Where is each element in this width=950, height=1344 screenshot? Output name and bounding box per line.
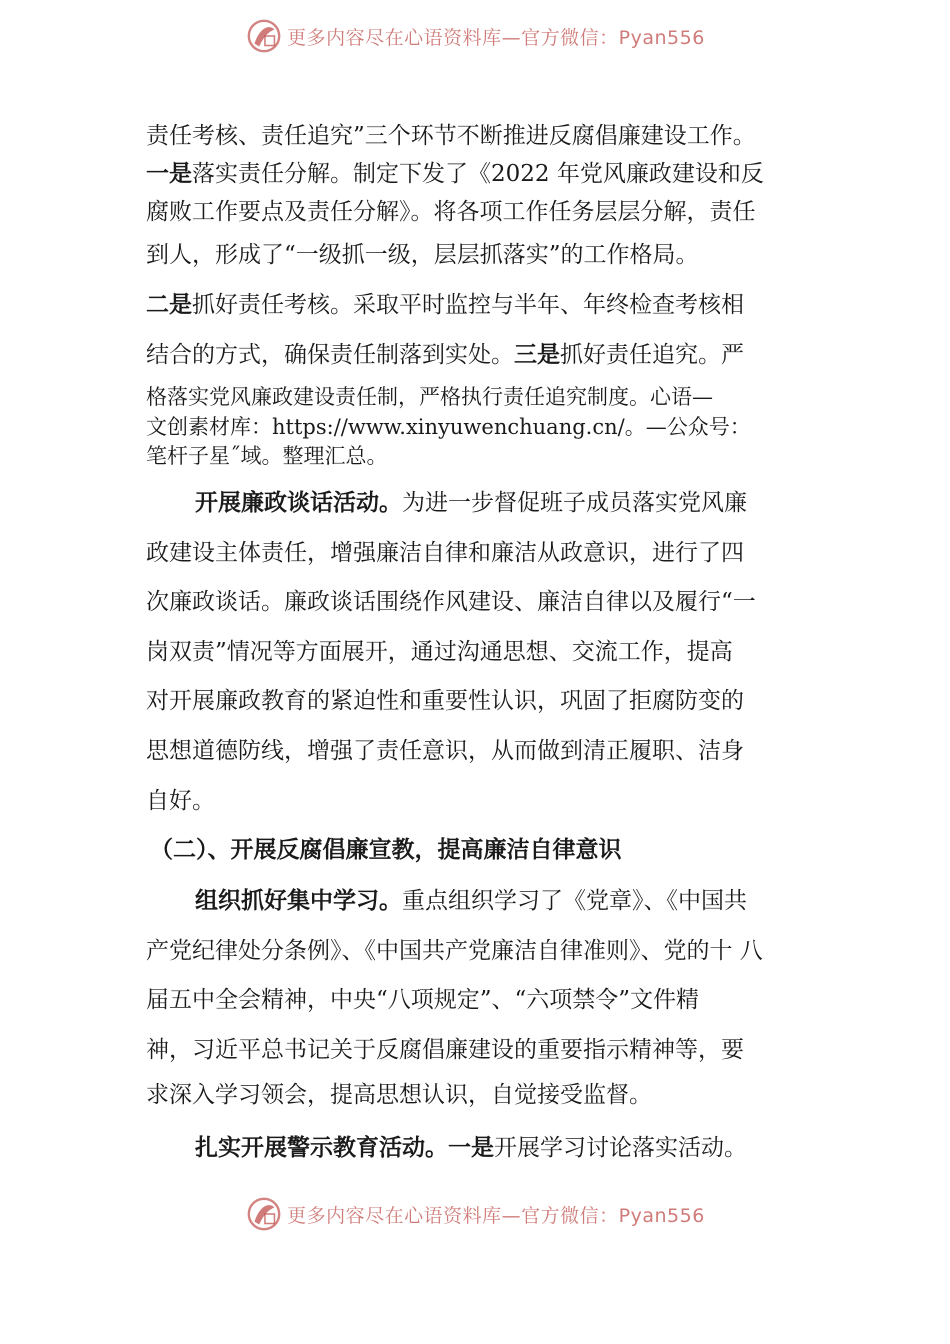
paragraph-line: 格落实党风廉政建设责任制，严格执行责任追究制度。心语— (146, 385, 713, 409)
paragraph-line: 产党纪律处分条例》、《中国共产党廉洁自律准则》、党的十 八 (146, 938, 763, 964)
paragraph-line: 责任考核、责任追究”三个环节不断推进反腐倡廉建设工作。 (146, 123, 756, 149)
paragraph-line: 扎实开展警示教育活动。一是开展学习讨论落实活动。 (195, 1135, 747, 1161)
paragraph-line: 笔杆子星˝域。整理汇总。 (146, 444, 388, 468)
section-heading: （二）、开展反腐倡廉宣教，提高廉洁自律意识 (150, 837, 622, 863)
paragraph-line: 神，习近平总书记关于反腐倡廉建设的重要指示精神等，要 (146, 1037, 744, 1063)
paragraph-line: 到人，形成了“一级抓一级，层层抓落实”的工作格局。 (146, 242, 699, 268)
paragraph-line: 腐败工作要点及责任分解》。将各项工作任务层层分解，责任 (146, 199, 756, 225)
paragraph-line: 一是落实责任分解。制定下发了《2022 年党风廉政建设和反 (146, 161, 764, 187)
paragraph-line: 政建设主体责任，增强廉洁自律和廉洁从政意识，进行了四 (146, 540, 744, 566)
paragraph-line: 二是抓好责任考核。采取平时监控与半年、年终检查考核相 (146, 292, 744, 318)
paragraph-line: 对开展廉政教育的紧迫性和重要性认识，巩固了拒腐防变的 (146, 688, 744, 714)
brush-seal-logo-icon (245, 1195, 283, 1233)
paragraph-line: 开展廉政谈话活动。为进一步督促班子成员落实党风廉 (195, 490, 747, 516)
brush-seal-logo-icon (245, 17, 283, 55)
paragraph-line: 届五中全会精神，中央“八项规定”、“六项禁令”文件精 (146, 987, 700, 1013)
paragraph-line: 组织抓好集中学习。重点组织学习了《党章》、《中国共 (195, 888, 747, 914)
paragraph-line: 结合的方式，确保责任制落到实处。三是抓好责任追究。严 (146, 342, 744, 368)
paragraph-line: 思想道德防线，增强了责任意识，从而做到清正履职、洁身 (146, 738, 744, 764)
watermark-text: 更多内容尽在心语资料库—官方微信：Pyan556 (287, 1204, 705, 1227)
watermark-text: 更多内容尽在心语资料库—官方微信：Pyan556 (287, 26, 705, 49)
paragraph-line: 次廉政谈话。廉政谈话围绕作风建设、廉洁自律以及履行“一 (146, 589, 756, 615)
paragraph-line: 自好。 (146, 788, 215, 814)
paragraph-line: 岗双责”情况等方面展开，通过沟通思想、交流工作，提高 (146, 639, 733, 665)
paragraph-line: 求深入学习领会，提高思想认识，自觉接受监督。 (146, 1082, 652, 1108)
paragraph-line: 文创素材库：https://www.xinyuwenchuang.cn/。—公众号： (146, 415, 751, 439)
watermark-header (0, 14, 950, 58)
watermark-footer (0, 1192, 950, 1236)
